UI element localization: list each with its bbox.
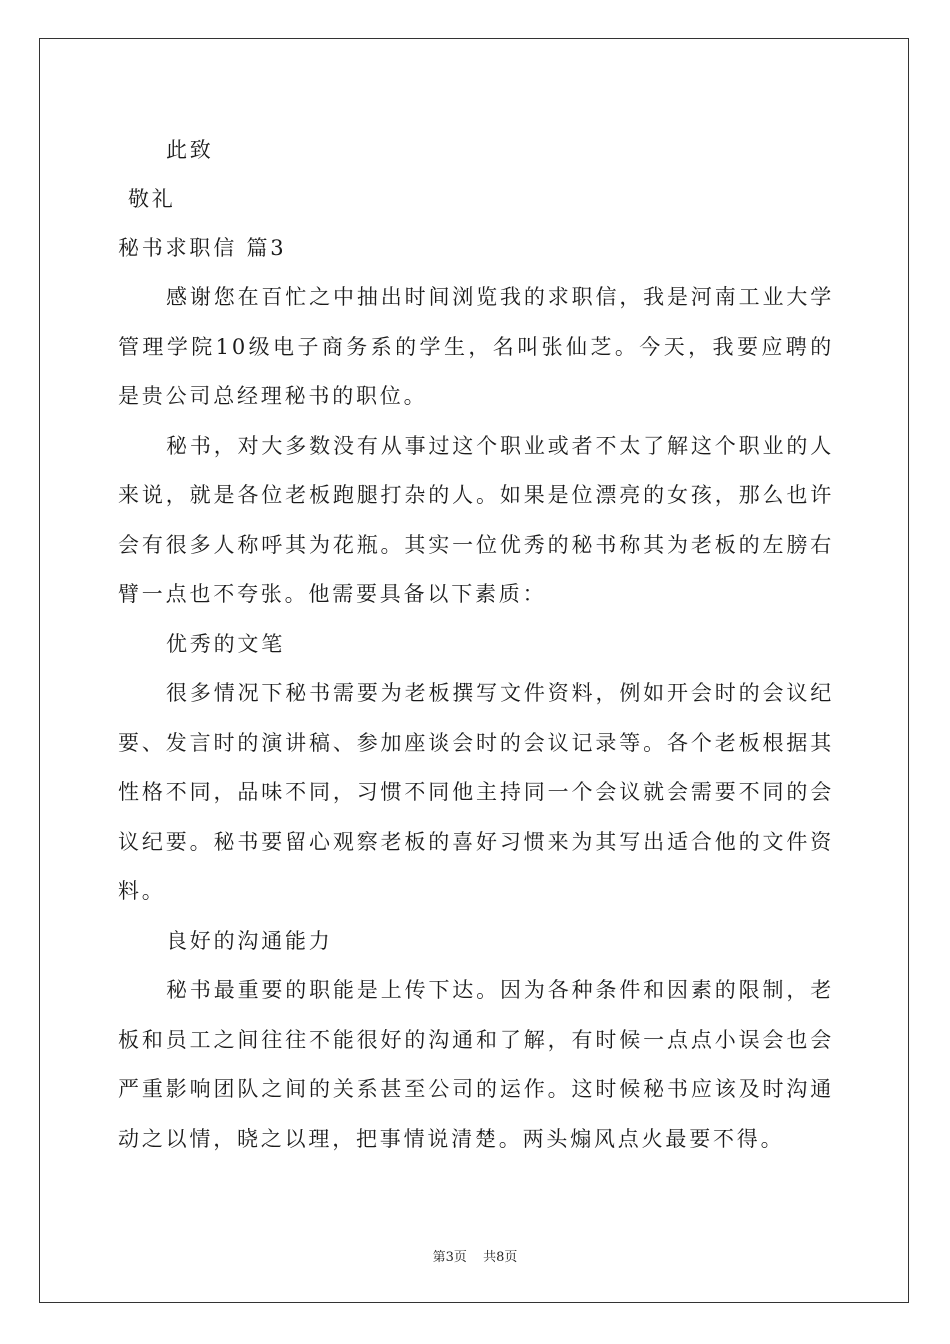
salutation-line: 敬礼 (128, 187, 176, 211)
page-total: 共8页 (483, 1250, 518, 1265)
section-title: 秘书求职信 篇3 (118, 236, 287, 260)
subheading-writing: 优秀的文笔 (166, 631, 285, 656)
document-body (118, 126, 834, 1164)
paragraph-communication: 秘书最重要的职能是上传下达。因为各种条件和因素的限制，老板和员工之间往往不能很好的沟通和了解，有时候一点点小误会也会严重影响团队之间的关系甚至公司的运作。这时候秘书应该及时沟通动之以情，晓之以理，把事情说清楚。两头煽风点火最要不得。 (118, 978, 834, 1151)
paragraph-secretary-role: 秘书，对大多数没有从事过这个职业或者不太了解这个职业的人来说，就是各位老板跑腿打杂的人。如果是位漂亮的女孩，那么也许会有很多人称呼其为花瓶。其实一位优秀的秘书称其为老板的左膀右臂一点也不夸张。他需要具备以下素质： (118, 433, 834, 606)
subheading-communication: 良好的沟通能力 (166, 928, 333, 953)
closing-line: 此致 (166, 138, 214, 162)
paragraph-intro: 感谢您在百忙之中抽出时间浏览我的求职信，我是河南工业大学管理学院10级电子商务系的学生，名叫张仙芝。今天，我要应聘的是贵公司总经理秘书的职位。 (118, 285, 834, 408)
page-number: 第3页 (432, 1250, 467, 1265)
page-footer (0, 1246, 950, 1265)
paragraph-writing: 很多情况下秘书需要为老板撰写文件资料，例如开会时的会议纪要、发言时的演讲稿、参加座谈会时的会议记录等。各个老板根据其性格不同，品味不同，习惯不同他主持同一个会议就会需要不同的会议纪要。秘书要留心观察老板的喜好习惯来为其写出适合他的文件资料。 (118, 681, 834, 903)
